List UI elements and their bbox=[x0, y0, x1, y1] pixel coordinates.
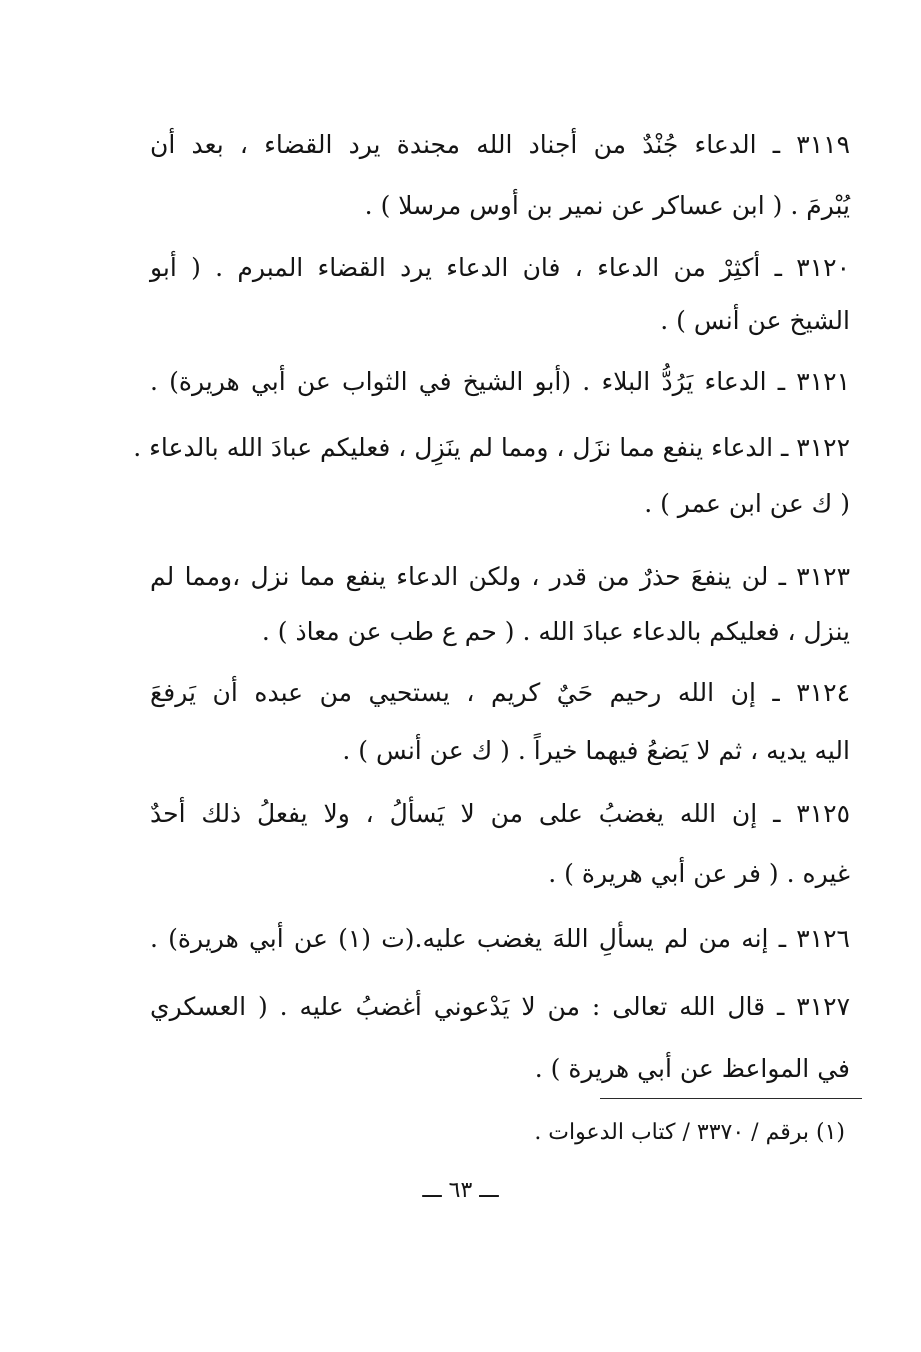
text-line: الشيخ عن أنس ) . bbox=[660, 306, 850, 335]
text-line: ٣١٢٠ ـ أكثِرْ من الدعاء ، فان الدعاء يرد القضاء المبرم . ( أبو bbox=[150, 253, 850, 282]
text-line: في المواعظ عن أبي هريرة ) . bbox=[534, 1054, 850, 1083]
text-line: ينزل ، فعليكم بالدعاء عبادَ الله . ( حم ع طب عن معاذ ) . bbox=[261, 617, 850, 646]
text-line: ٣١١٩ ـ الدعاء جُنْدٌ من أجناد الله مجندة يرد القضاء ، بعد أن bbox=[150, 130, 850, 159]
footnote: (١) برقم / ٣٣٧٠ / كتاب الدعوات . bbox=[534, 1120, 845, 1145]
text-line: يُبْرمَ . ( ابن عساكر عن نمير بن أوس مرسلا ) . bbox=[364, 191, 850, 220]
text-line: ٣١٢٤ ـ إن الله رحيم حَيٌ كريم ، يستحيي من عبده أن يَرفعَ bbox=[150, 678, 850, 707]
text-line: ( ك عن ابن عمر ) . bbox=[644, 489, 850, 518]
text-line: اليه يديه ، ثم لا يَضعُ فيهما خيراً . ( ك عن أنس ) . bbox=[342, 736, 850, 765]
page-number: ـــ ٦٣ ـــ bbox=[422, 1178, 499, 1203]
text-line: ٣١٢٣ ـ لن ينفعَ حذرٌ من قدر ، ولكن الدعاء ينفع مما نزل ،ومما لم bbox=[150, 562, 850, 591]
text-line: ٣١٢١ ـ الدعاء يَرُدُّ البلاء . (أبو الشيخ في الثواب عن أبي هريرة) . bbox=[150, 367, 850, 396]
text-line: ٣١٢٦ ـ إنه من لم يسألِ اللهَ يغضب عليه.(ت (١) عن أبي هريرة) . bbox=[150, 924, 850, 953]
text-line: ٣١٢٥ ـ إن الله يغضبُ على من لا يَسألُ ، ولا يفعلُ ذلك أحدٌ bbox=[150, 799, 850, 828]
text-line: غيره . ( فر عن أبي هريرة ) . bbox=[548, 859, 850, 888]
footnote-divider bbox=[600, 1098, 862, 1099]
text-line: ٣١٢٧ ـ قال الله تعالى : من لا يَدْعوني أغضبُ عليه . ( العسكري bbox=[150, 992, 850, 1021]
text-line: ٣١٢٢ ـ الدعاء ينفع مما نزَل ، ومما لم ينَزِل ، فعليكم عبادَ الله بالدعاء . bbox=[133, 433, 850, 462]
